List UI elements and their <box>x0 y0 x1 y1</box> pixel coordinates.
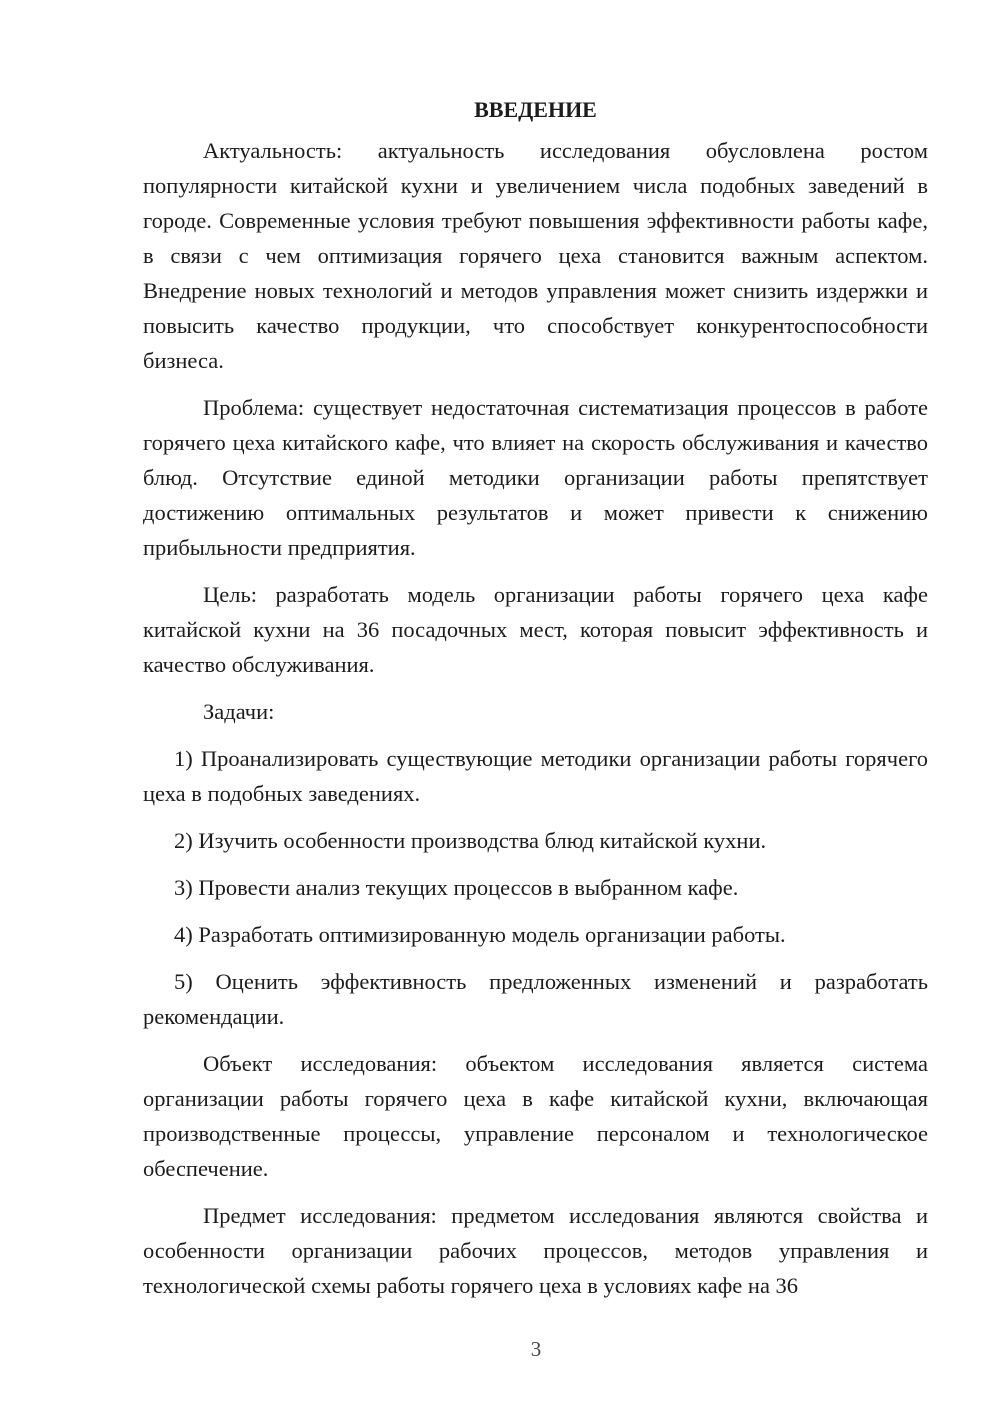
goal-paragraph: Цель: разработать модель организации работы горячего цеха кафе китайской кухни на 36 посадочных мест, которая повысит эффективность и качество обслуживания. <box>143 582 928 677</box>
task-item-4: 4) Разработать оптимизированную модель организации работы. <box>174 922 786 947</box>
task-item-2: 2) Изучить особенности производства блюд китайской кухни. <box>174 828 767 853</box>
object-paragraph: Объект исследования: объектом исследования является система организации работы горячего цеха в кафе китайской кухни, включающая производственные процессы, управление персоналом и технологическое обеспечение. <box>143 1051 928 1181</box>
task-item-3: 3) Провести анализ текущих процессов в выбранном кафе. <box>174 875 739 900</box>
page-number: 3 <box>530 1337 542 1361</box>
tasks-heading: Задачи: <box>203 699 275 724</box>
task-item-5: 5) Оценить эффективность предложенных изменений и разработать рекомендации. <box>143 969 928 1029</box>
task-item-1: 1) Проанализировать существующие методики организации работы горячего цеха в подобных заведениях. <box>143 746 928 806</box>
problem-paragraph: Проблема: существует недостаточная систематизация процессов в работе горячего цеха китайского кафе, что влияет на скорость обслуживания и качество блюд. Отсутствие единой методики организации работы препятствует достижению оптимальных результатов и может привести к снижению прибыльности предприятия. <box>143 395 928 560</box>
subject-paragraph: Предмет исследования: предметом исследования являются свойства и особенности организации рабочих процессов, методов управления и технологической схемы работы горячего цеха в условиях кафе на 36 <box>143 1203 928 1298</box>
relevance-paragraph: Актуальность: актуальность исследования обусловлена ростом популярности китайской кухни и увеличением числа подобных заведений в городе. Современные условия требуют повышения эффективности работы кафе, в связи с чем оптимизация горячего цеха становится важным аспектом. Внедрение новых технологий и методов управления может снизить издержки и повысить качество продукции, что способствует конкурентоспособности бизнеса. <box>143 138 928 373</box>
document-body <box>143 92 928 1303</box>
page-title: ВВЕДЕНИЕ <box>474 97 597 122</box>
